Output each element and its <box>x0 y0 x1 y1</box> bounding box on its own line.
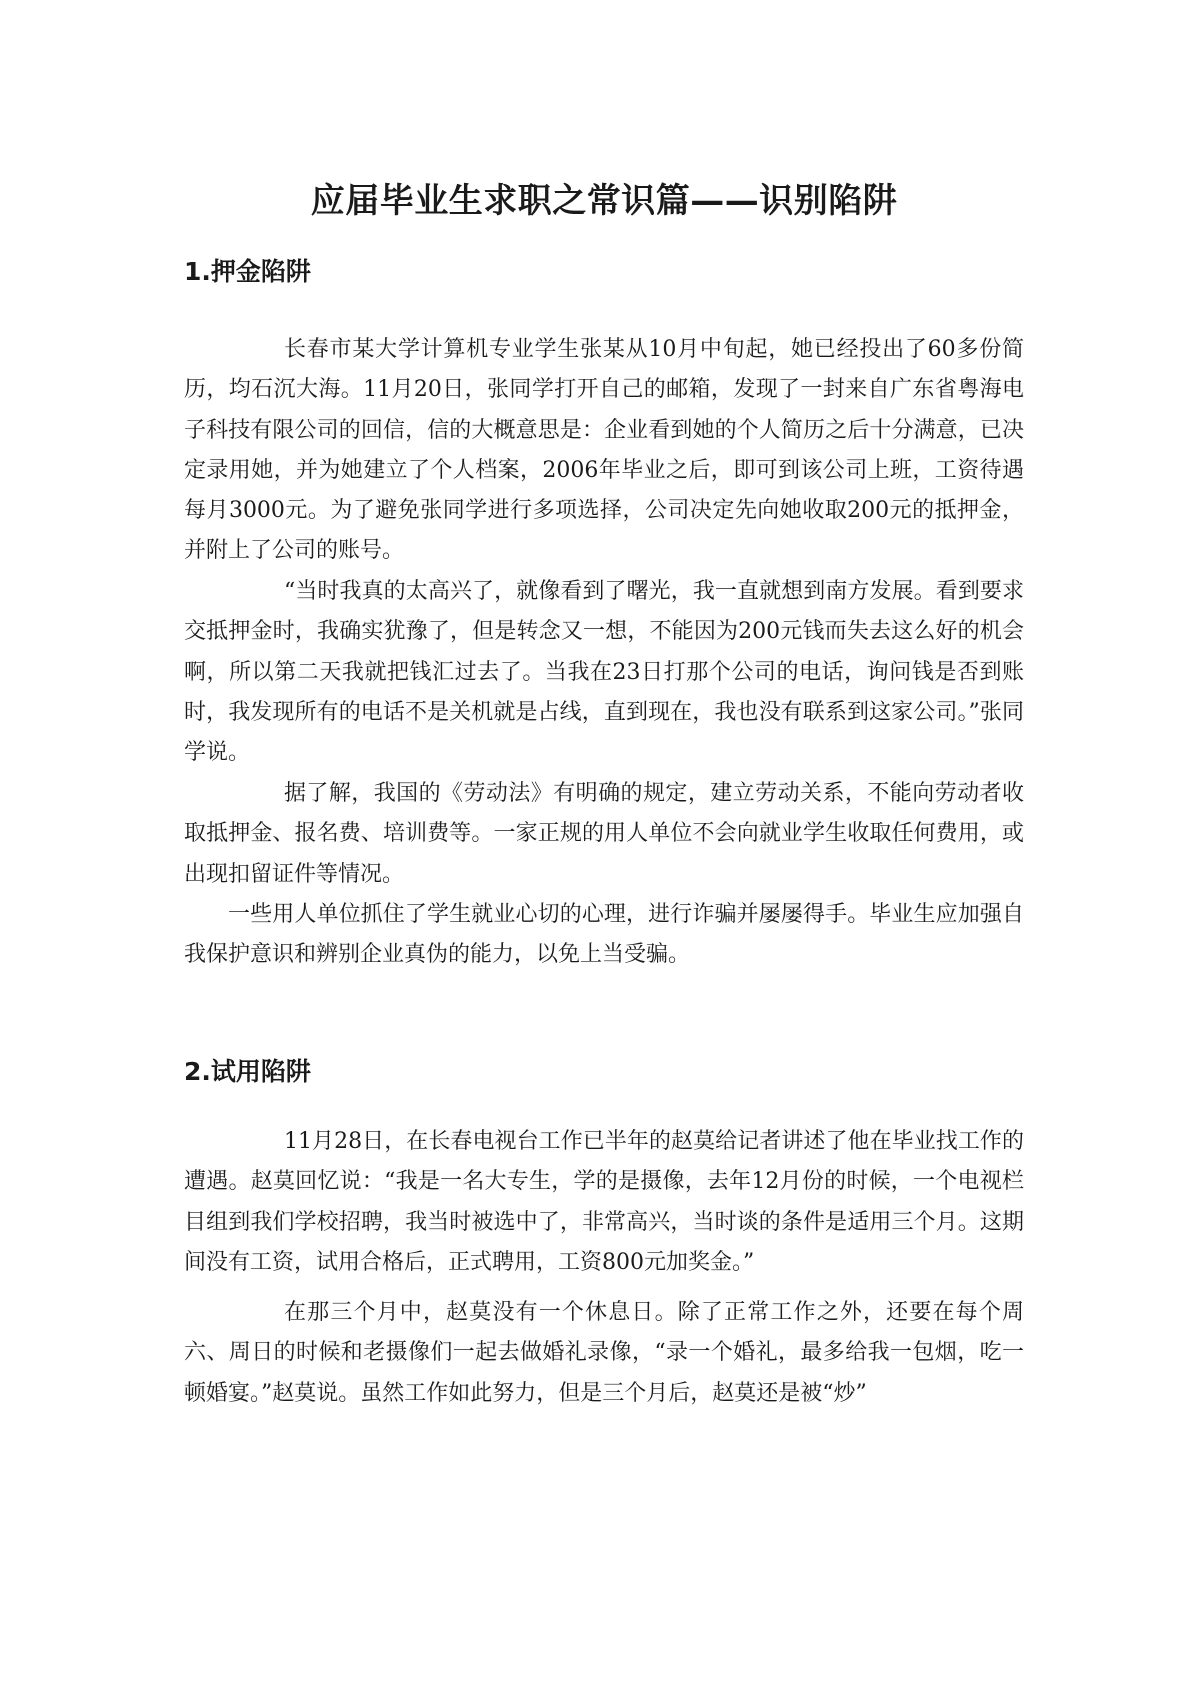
paragraph: 11月28日，在长春电视台工作已半年的赵莫给记者讲述了他在毕业找工作的遭遇。赵莫回忆说：“我是一名大专生，学的是摄像，去年12月份的时候，一个电视栏目组到我们学校招聘，我当时被选中了，非常高兴，当时谈的条件是适用三个月。这期间没有工资，试用合格后，正式聘用，工资800元加奖金。” <box>184 1129 1024 1275</box>
section-heading-probation-trap: 2.试用陷阱 <box>184 1057 311 1086</box>
paragraph: 长春市某大学计算机专业学生张某从10月中旬起，她已经投出了60多份简历，均石沉大海。11月20日，张同学打开自己的邮箱，发现了一封来自广东省粤海电子科技有限公司的回信，信的大概意思是：企业看到她的个人简历之后十分满意，已决定录用她，并为她建立了个人档案，2006年毕业之后，即可到该公司上班，工资待遇每月3000元。为了避免张同学进行多项选择，公司决定先向她收取200元的抵押金，并附上了公司的账号。 <box>184 337 1024 564</box>
section-heading-deposit-trap: 1.押金陷阱 <box>184 257 311 286</box>
paragraph: 据了解，我国的《劳动法》有明确的规定，建立劳动关系，不能向劳动者收取抵押金、报名费、培训费等。一家正规的用人单位不会向就业学生收取任何费用，或出现扣留证件等情况。 <box>184 781 1024 887</box>
paragraph: 在那三个月中，赵莫没有一个休息日。除了正常工作之外，还要在每个周六、周日的时候和老摄像们一起去做婚礼录像，“录一个婚礼，最多给我一包烟，吃一顿婚宴。”赵莫说。虽然工作如此努力，但是三个月后，赵莫还是被“炒” <box>184 1300 1024 1406</box>
paragraph: 一些用人单位抓住了学生就业心切的心理，进行诈骗并屡屡得手。毕业生应加强自我保护意识和辨别企业真伪的能力，以免上当受骗。 <box>184 902 1024 968</box>
paragraph: “当时我真的太高兴了，就像看到了曙光，我一直就想到南方发展。看到要求交抵押金时，我确实犹豫了，但是转念又一想，不能因为200元钱而失去这么好的机会啊，所以第二天我就把钱汇过去了。当我在23日打那个公司的电话，询问钱是否到账时，我发现所有的电话不是关机就是占线，直到现在，我也没有联系到这家公司。”张同学说。 <box>184 579 1024 766</box>
document-title: 应届毕业生求职之常识篇——识别陷阱 <box>310 181 898 221</box>
